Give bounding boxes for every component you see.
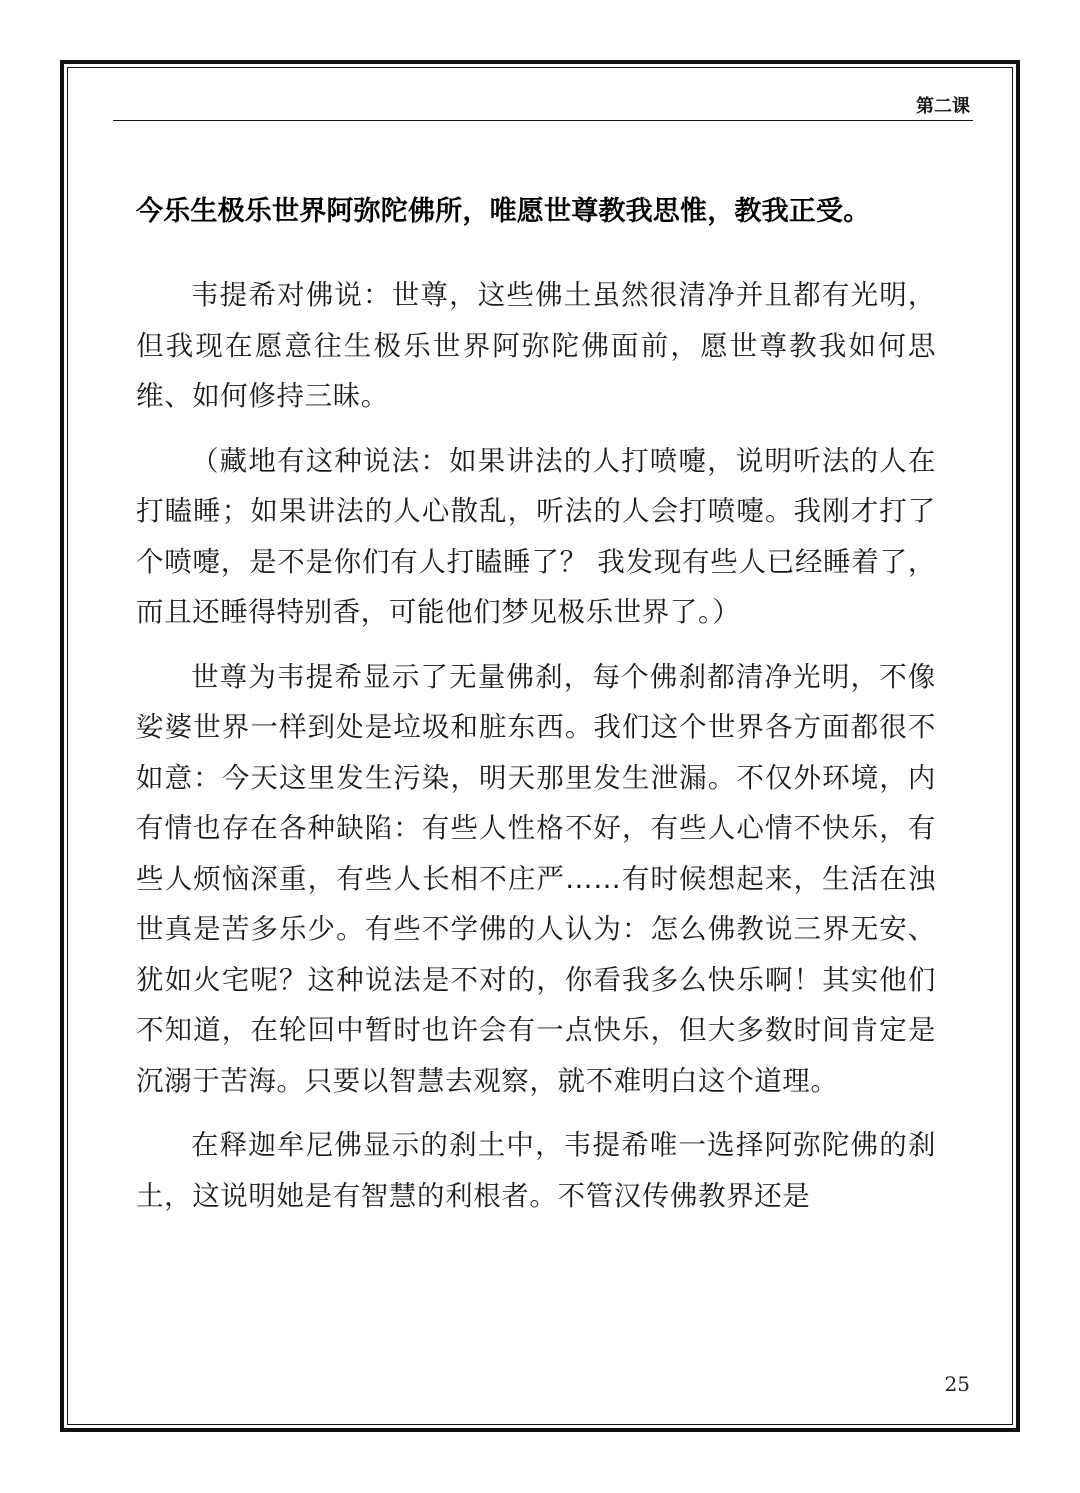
page-number: 25	[944, 1372, 970, 1396]
lesson-header: 第二课	[916, 96, 970, 117]
header-divider	[113, 120, 973, 121]
sutra-quote: 今乐生极乐世界阿弥陀佛所，唯愿世尊教我思惟，教我正受。	[136, 196, 871, 227]
paragraph-1: 韦提希对佛说：世尊，这些佛土虽然很清净并且都有光明，但我现在愿意往生极乐世界阿弥陀佛面前，愿世尊教我如何思维、如何修持三昧。	[136, 279, 936, 412]
paragraph-3: 世尊为韦提希显示了无量佛刹，每个佛刹都清净光明，不像娑婆世界一样到处是垃圾和脏东西。我们这个世界各方面都很不如意：今天这里发生污染，明天那里发生泄漏。不仅外环境，内有情也存在各种缺陷：有些人性格不好，有些人心情不快乐，有些人烦恼深重，有些人长相不庄严……有时候想起来，生活在浊世真是苦多乐少。有些不学佛的人认为：怎么佛教说三界无安、犹如火宅呢？这种说法是不对的，你看我多么快乐啊！其实他们不知道，在轮回中暂时也许会有一点快乐，但大多数时间肯定是沉溺于苦海。只要以智慧去观察，就不难明白这个道理。	[136, 660, 936, 1097]
page-content	[136, 188, 936, 1235]
paragraph-4: 在释迦牟尼佛显示的刹土中，韦提希唯一选择阿弥陀佛的刹土，这说明她是有智慧的利根者。不管汉传佛教界还是	[136, 1129, 936, 1212]
paragraph-2: （藏地有这种说法：如果讲法的人打喷嚏，说明听法的人在打瞌睡；如果讲法的人心散乱，听法的人会打喷嚏。我刚才打了个喷嚏，是不是你们有人打瞌睡了？ 我发现有些人已经睡着了，而且还睡得特别香，可能他们梦见极乐世界了。）	[136, 444, 936, 628]
